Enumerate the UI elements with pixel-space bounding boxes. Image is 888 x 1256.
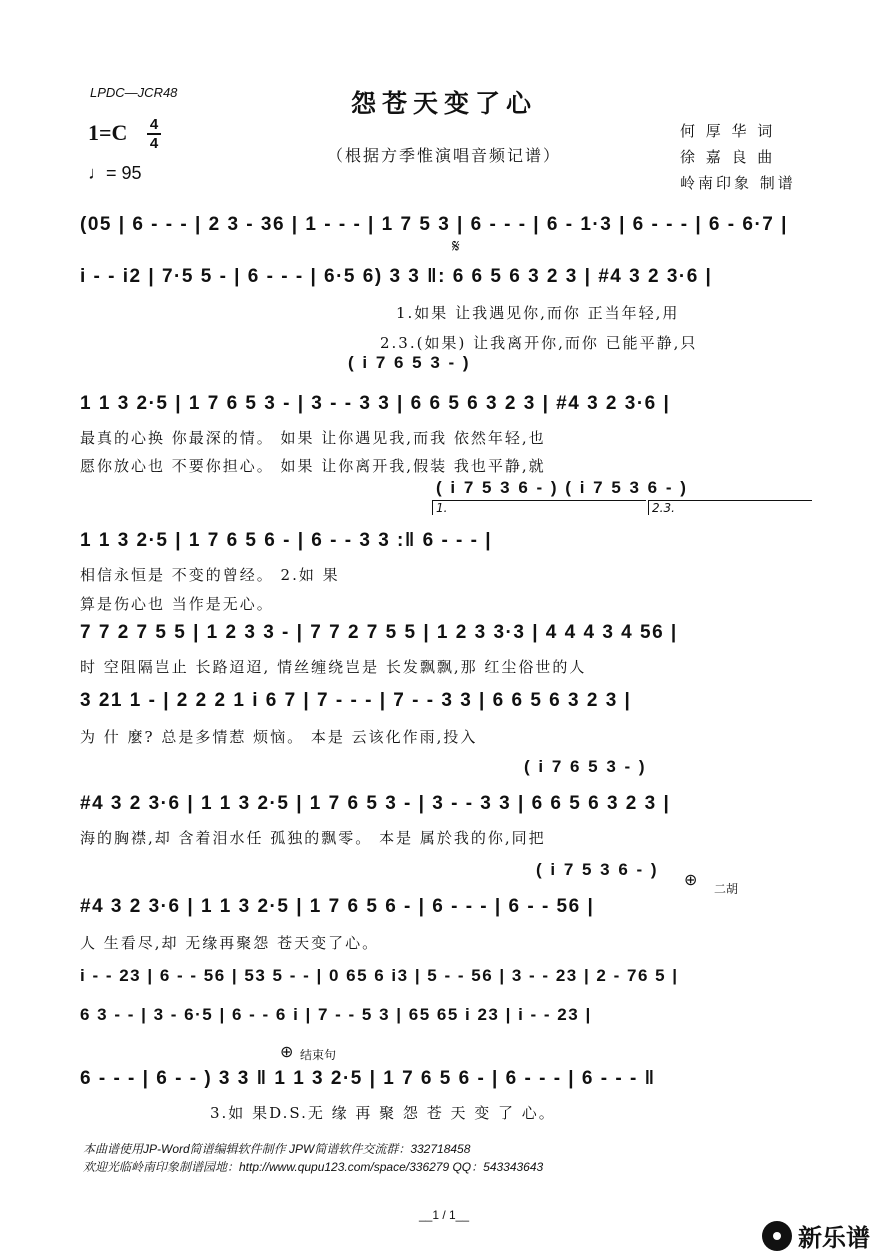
brand-logo (762, 1218, 870, 1253)
song-title: 怨苍天变了心 (350, 89, 537, 118)
lyric-line: 海的胸襟,却 含着泪水任 孤独的飘零。 本是 属於我的你,同把 (80, 829, 546, 847)
brand-text: 新乐谱 (798, 1224, 870, 1252)
composer: 徐 嘉 良 曲 (680, 148, 776, 166)
ending-label: 结束句 (300, 1048, 337, 1062)
time-signature (147, 117, 161, 151)
notation-line: 1 1 3 2·5 | 1 7 6 5 3 - | 3 - - 3 3 | 6 6 5 6 3 2 3 | #4 3 2 3·6 | (80, 393, 671, 414)
coda-icon: ⊕ (280, 1042, 294, 1061)
credits (680, 118, 796, 196)
erhu-label: 二胡 (714, 882, 739, 896)
lyric-verse-1: 相信永恒是 不变的曾经。 2.如 果 (80, 566, 340, 584)
notation-line: 6 3 - - | 3 - 6·5 | 6 - - 6 i | 7 - - 5 3 | 65 65 i 23 | i - - 23 | (80, 1005, 592, 1024)
notation-line: 7 7 2 7 5 5 | 1 2 3 3 - | 7 7 2 7 5 5 | 1 2 3 3·3 | 4 4 4 3 4 56 | (80, 622, 678, 643)
notation-line: 3 21 1 - | 2 2 2 1 i 6 7 | 7 - - - | 7 - - 3 3 | 6 6 5 6 3 2 3 | (80, 690, 632, 711)
parenthetical-phrase: ( i 7 6 5 3 - ) (348, 353, 471, 372)
lyric-line: 3.如 果D.S.无 缘 再 聚 怨 苍 天 变 了 心。 (210, 1104, 556, 1122)
notation-line: #4 3 2 3·6 | 1 1 3 2·5 | 1 7 6 5 6 - | 6 - - - | 6 - - 56 | (80, 896, 595, 917)
parenthetical-phrase: ( i 7 5 3 6 - ) (536, 860, 659, 879)
footer-line-1: 本曲谱使用JP-Word简谱编辑软件制作 JPW简谱软件交流群：332718458 (83, 1142, 471, 1156)
time-sig-top: 4 (149, 116, 159, 133)
arranger: 岭南印象 制谱 (680, 174, 796, 192)
lyric-verse-1: 最真的心换 你最深的情。 如果 让你遇见我,而我 依然年轻,也 (80, 429, 546, 447)
page-number: __1 / 1__ (418, 1208, 470, 1222)
score-code: LPDC—JCR48 (90, 85, 178, 100)
segno-sign: 𝄋 (452, 236, 460, 256)
notation-line: (05 | 6 - - - | 2 3 - 36 | 1 - - - | 1 7 5 3 | 6 - - - | 6 - 1·3 | 6 - - - | 6 - 6·7 | (80, 214, 788, 235)
volta-second-ending: 2.3. (648, 500, 812, 515)
vinyl-disc-icon (762, 1221, 792, 1251)
notation-line: #4 3 2 3·6 | 1 1 3 2·5 | 1 7 6 5 3 - | 3 - - 3 3 | 6 6 5 6 3 2 3 | (80, 793, 671, 814)
parenthetical-phrase: ( i 7 5 3 6 - ) ( i 7 5 3 6 - ) (436, 478, 688, 497)
song-subtitle: （根据方季惟演唱音频记谱） (326, 146, 561, 165)
lyric-line: 人 生看尽,却 无缘再聚怨 苍天变了心。 (80, 934, 380, 952)
lyric-verse-2: 愿你放心也 不要你担心。 如果 让你离开我,假装 我也平静,就 (80, 457, 546, 475)
coda-icon: ⊕ (684, 870, 698, 889)
notation-line: 6 - - - | 6 - - ) 3 3 ‖ 1 1 3 2·5 | 1 7 6 5 6 - | 6 - - - | 6 - - - ‖ (80, 1068, 656, 1089)
lyricist: 何 厚 华 词 (680, 122, 776, 140)
lyric-verse-1: 1.如果 让我遇见你,而你 正当年轻,用 (396, 304, 680, 322)
notation-line: i - - 23 | 6 - - 56 | 53 5 - - | 0 65 6 i3 | 5 - - 56 | 3 - - 23 | 2 - 76 5 | (80, 966, 679, 985)
parenthetical-phrase: ( i 7 6 5 3 - ) (524, 757, 647, 776)
lyric-verse-2: 2.3.(如果) 让我离开你,而你 已能平静,只 (380, 334, 698, 352)
notation-line: i - - i2 | 7·5 5 - | 6 - - - | 6·5 6) 3 3 ‖: 6 6 5 6 3 2 3 | #4 3 2 3·6 | (80, 266, 713, 287)
tempo-marking: ♩= 95 (88, 163, 142, 183)
notation-line: 1 1 3 2·5 | 1 7 6 5 6 - | 6 - - 3 3 :‖ 6 - - - | (80, 530, 493, 551)
footer-line-2: 欢迎光临岭南印象制谱园地：http://www.qupu123.com/space/336279 QQ：543343643 (83, 1160, 544, 1174)
lyric-line: 为 什 麼? 总是多情惹 烦恼。 本是 云该化作雨,投入 (80, 728, 478, 746)
lyric-verse-2: 算是伤心也 当作是无心。 (80, 595, 274, 613)
lyric-line: 时 空阻隔岂止 长路迢迢, 情丝缠绕岂是 长发飘飘,那 红尘俗世的人 (80, 658, 587, 676)
time-sig-bottom: 4 (149, 135, 159, 152)
volta-first-ending: 1. (432, 500, 646, 515)
key-signature: 1=C (88, 120, 128, 145)
